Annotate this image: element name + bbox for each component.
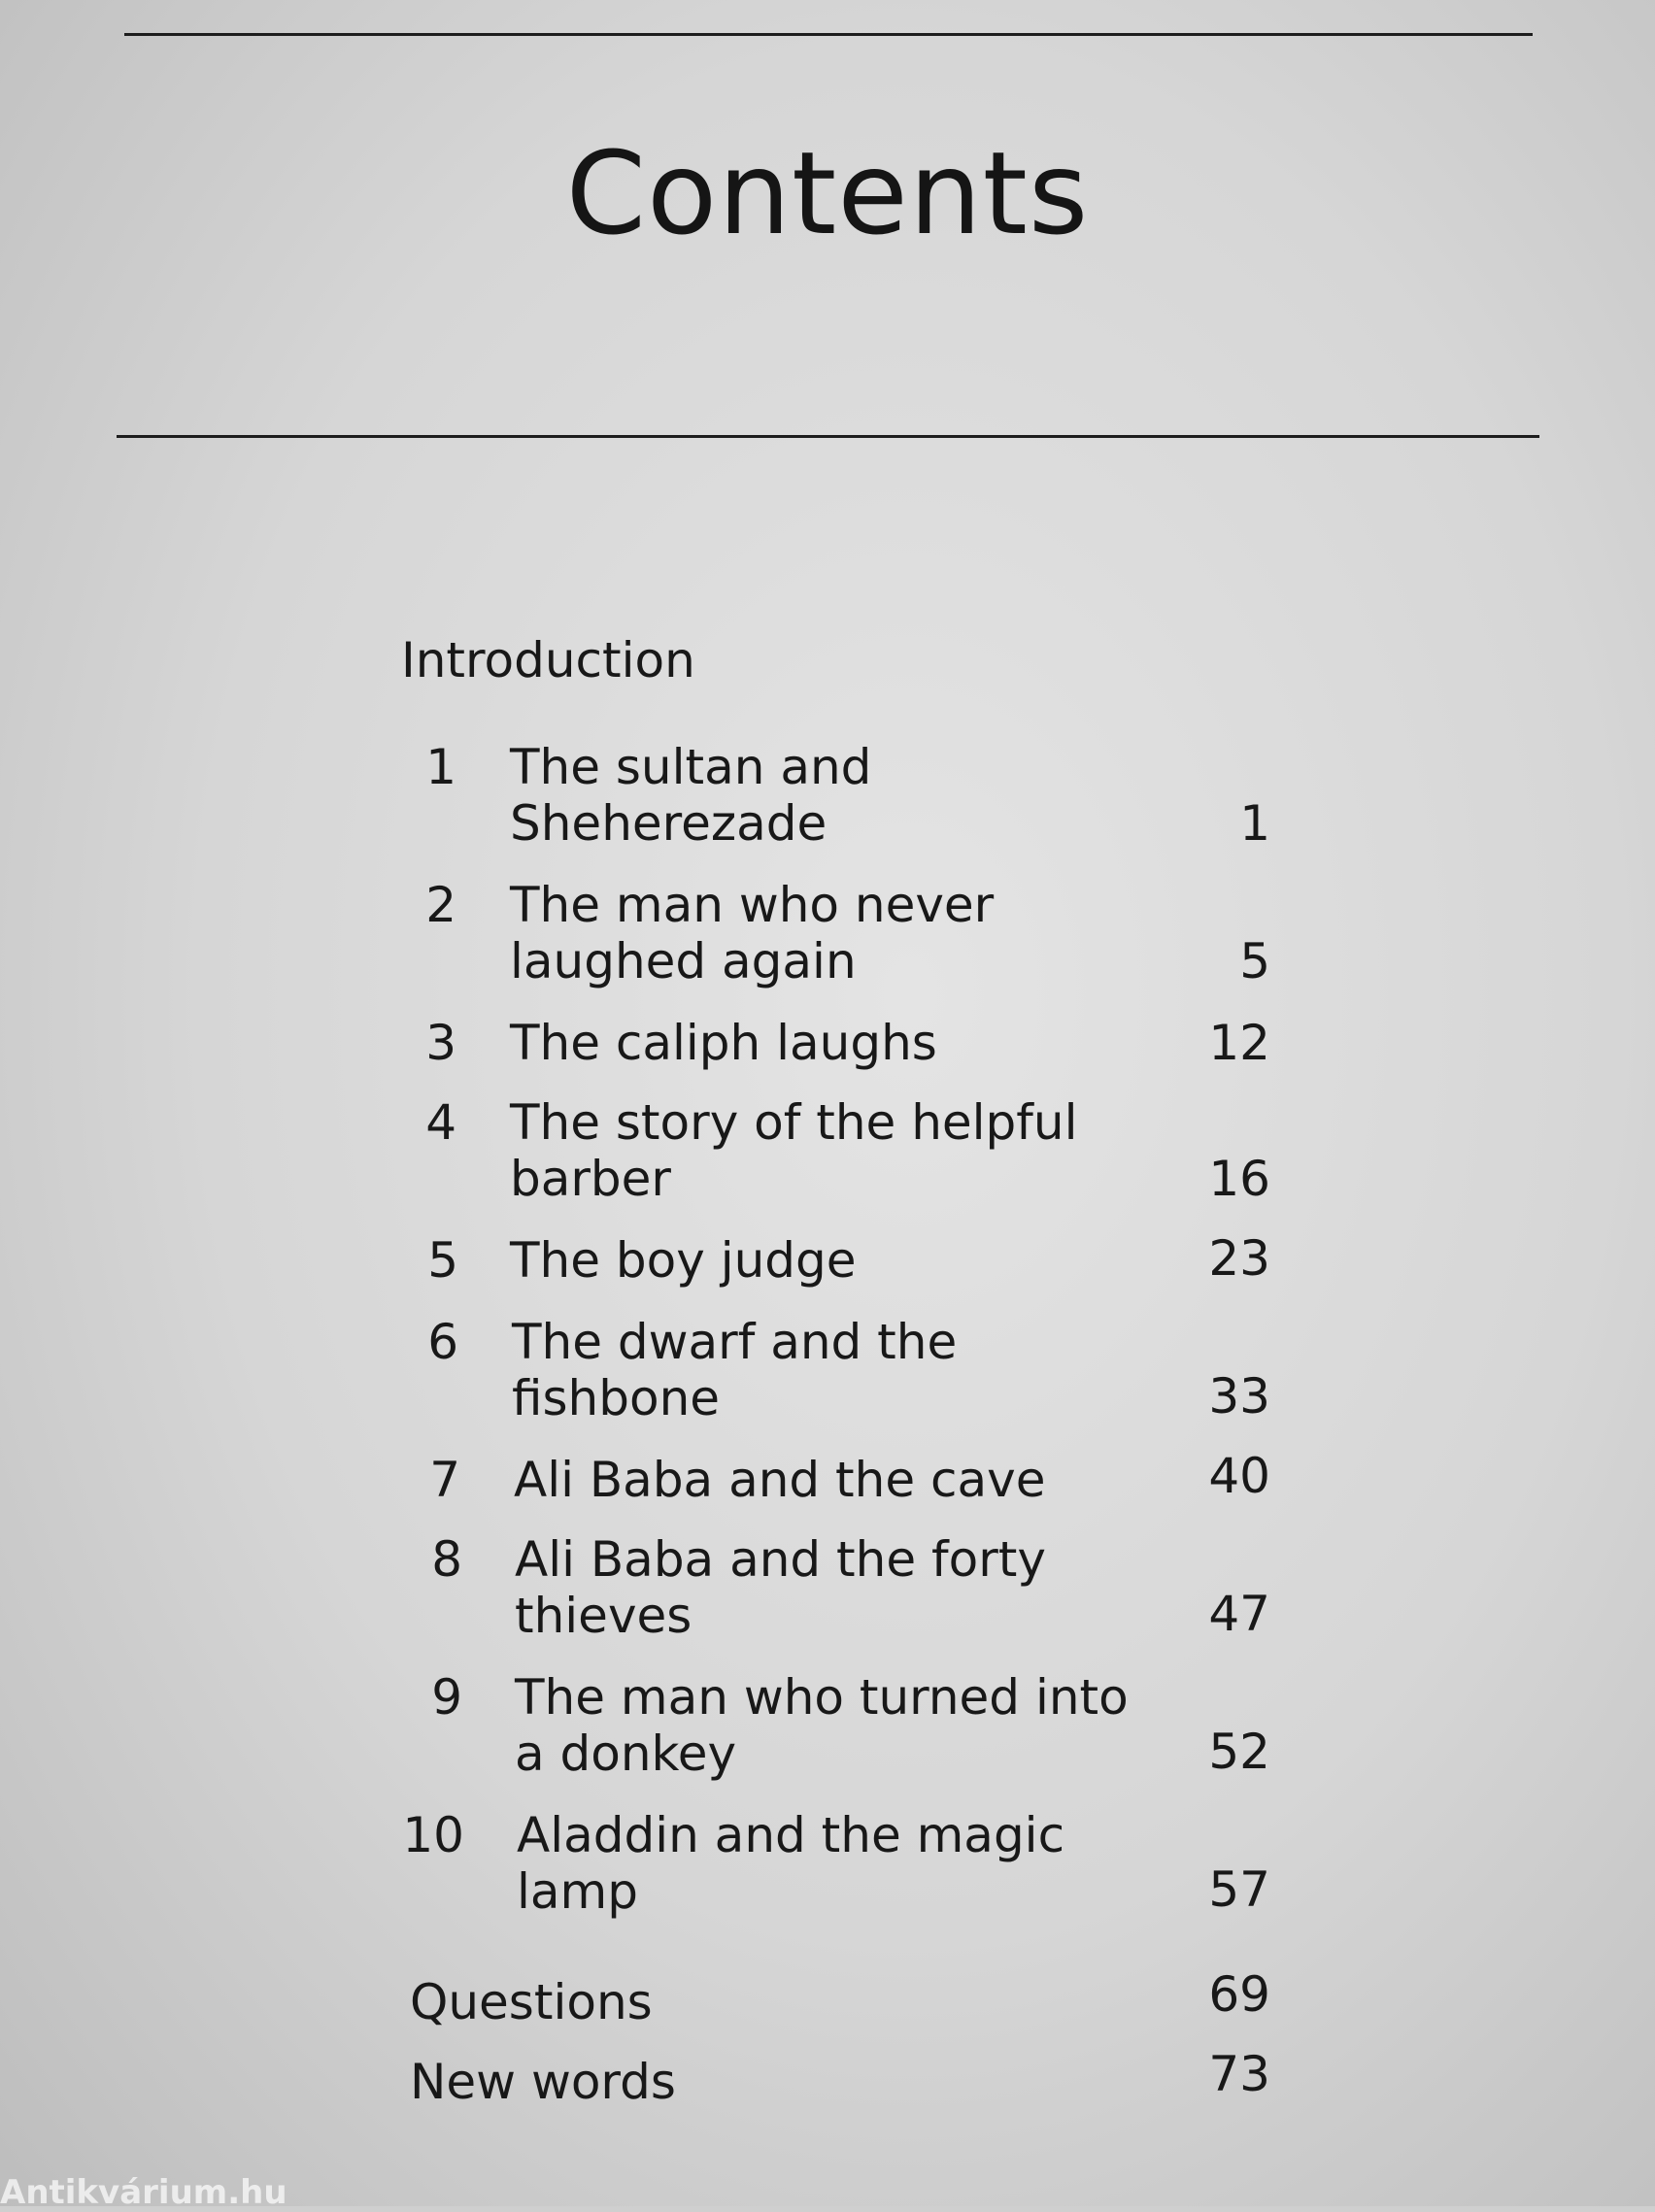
toc-number: 8 [431,1531,462,1588]
toc-page-number: 69 [1208,1966,1270,2023]
toc-page-number: 12 [1208,1015,1270,1071]
toc-entry-title: The story of the helpful [510,1094,1078,1151]
toc-entry-title: laughed again [510,933,857,989]
toc-entry-title: thieves [515,1588,692,1644]
toc-entry-title: The man who turned into [515,1669,1129,1726]
toc-number: 10 [402,1807,464,1863]
toc-page-number: 16 [1208,1151,1270,1207]
toc-page-number: 57 [1208,1861,1270,1918]
toc-entry-title: lamp [517,1863,638,1920]
toc-number: 4 [425,1094,456,1151]
toc-number: 2 [425,877,456,933]
toc-entry-title: Sheherezade [510,795,828,852]
toc-page-number: 33 [1208,1368,1270,1424]
toc-page-number: 40 [1208,1448,1270,1504]
toc-entry-introduction: Introduction [401,632,695,688]
toc-page-number: 1 [1239,795,1270,852]
toc-entry-title: The boy judge [510,1232,857,1289]
toc-entry-title: The dwarf and the [512,1314,958,1370]
toc-entry-new-words: New words [410,2054,676,2110]
page-title: Contents [565,126,1090,260]
toc-page-number: 5 [1239,933,1270,989]
toc-page-number: 23 [1208,1230,1270,1287]
toc-entry-title: The sultan and [510,739,872,795]
toc-entry-title: barber [510,1151,671,1207]
toc-number: 9 [431,1669,462,1726]
toc-entry-title: The caliph laughs [510,1015,937,1071]
toc-number: 5 [427,1232,458,1289]
toc-entry-title: a donkey [515,1726,737,1782]
toc-page-number: 52 [1208,1724,1270,1780]
toc-number: 6 [427,1314,458,1370]
toc-entry-title: Aladdin and the magic [517,1807,1065,1863]
toc-entry-questions: Questions [410,1974,653,2030]
toc-entry-title: Ali Baba and the cave [514,1452,1046,1508]
toc-number: 1 [425,739,456,795]
toc-entry-title: The man who never [510,877,995,933]
toc-entry-title: Ali Baba and the forty [515,1531,1046,1588]
watermark: Antikvárium.hu [0,2173,287,2212]
toc-page-number: 73 [1208,2046,1270,2102]
toc-number: 3 [425,1015,456,1071]
toc-entry-title: fishbone [512,1370,721,1426]
toc-number: 7 [429,1452,460,1508]
toc-page-number: 47 [1208,1586,1270,1642]
